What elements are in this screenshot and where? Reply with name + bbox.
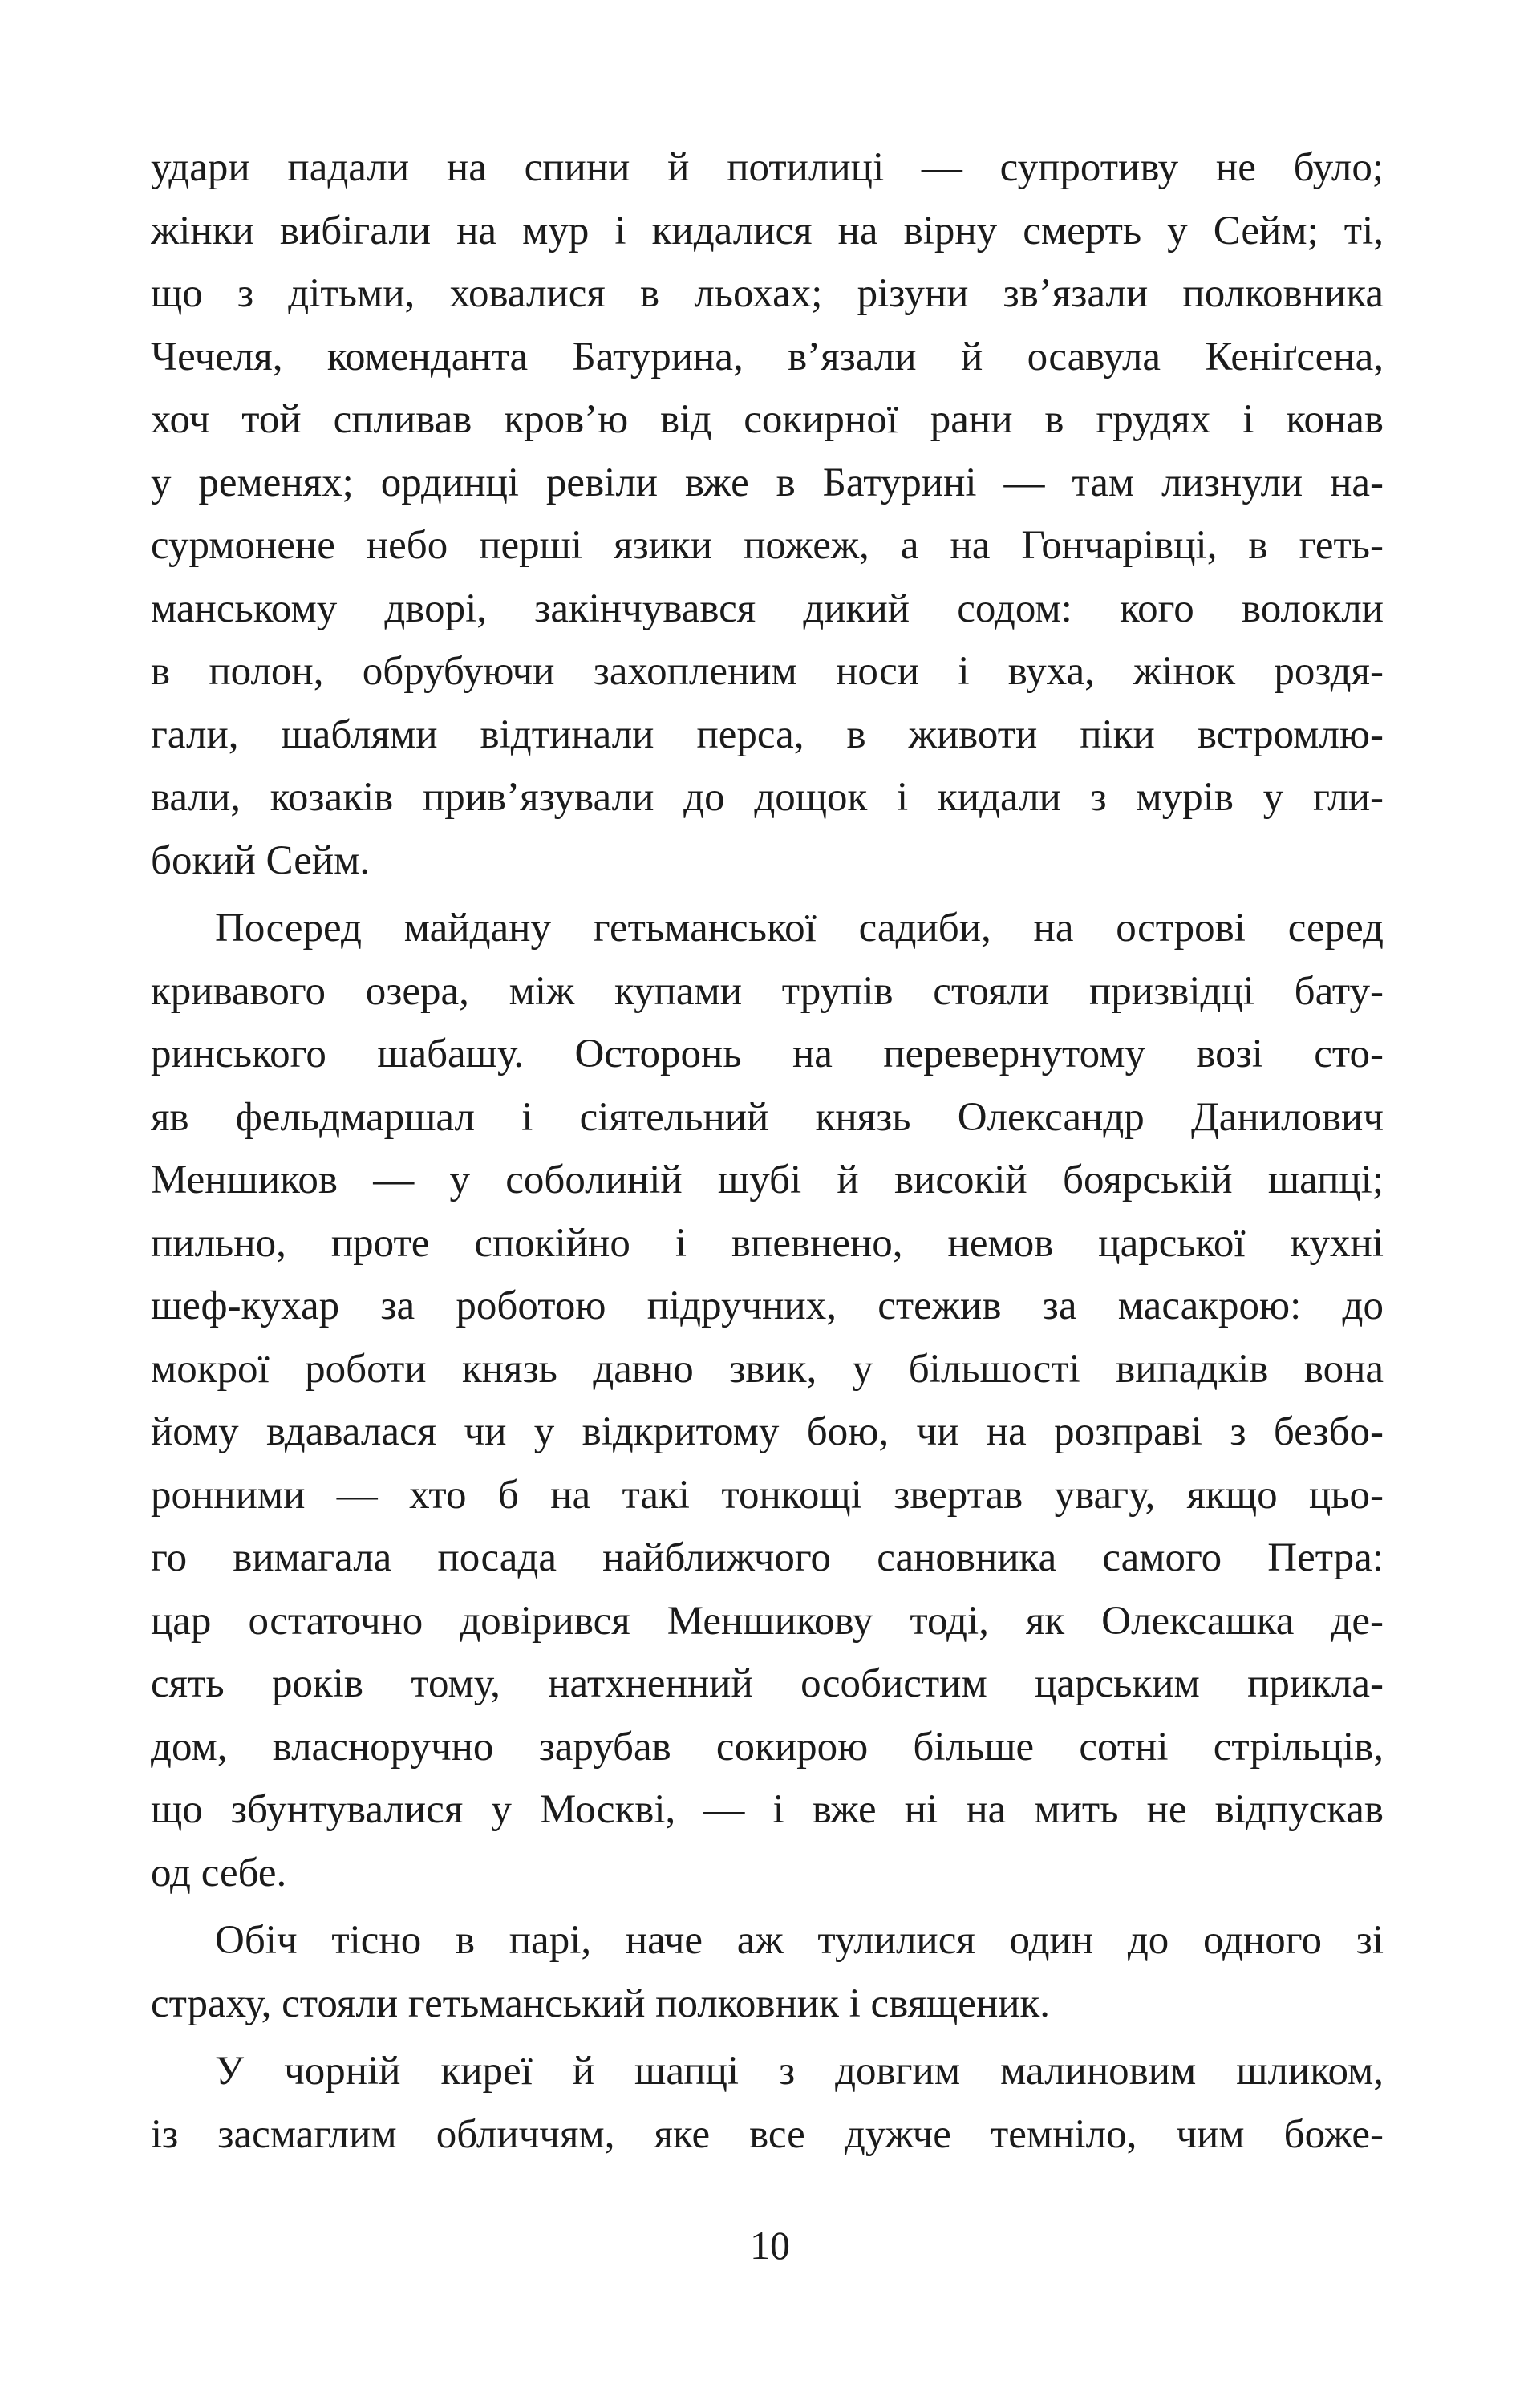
text-line: Посеред майдану гетьманської садиби, на острові серед — [215, 906, 1384, 951]
text-line: хоч той спливав кров’ю від сокирної рани в грудях і конав — [151, 397, 1384, 442]
text-line: сять років тому, натхненний особистим царським прикла- — [151, 1661, 1384, 1706]
text-line: удари падали на спини й потилиці — супротиву не було; — [151, 145, 1384, 190]
text-line: кривавого озера, між купами трупів стояли призвідці бату- — [151, 968, 1384, 1014]
text-line: од себе. — [151, 1850, 287, 1895]
text-line: сурмонене небо перші язики пожеж, а на Гончарівці, в геть- — [151, 523, 1384, 568]
text-line: пильно, проте спокійно і впевнено, немов царської кухні — [151, 1220, 1384, 1266]
paragraph — [151, 2040, 1384, 2166]
text-line: ринського шабашу. Осторонь на перевернутому возі сто- — [151, 1032, 1384, 1076]
paragraph — [151, 136, 1384, 892]
text-line: вали, козаків прив’язували до дощок і кидали з мурів у гли- — [151, 775, 1384, 820]
text-line: гали, шаблями відтинали перса, в животи піки встромлю- — [151, 712, 1384, 757]
text-line: в полон, обрубуючи захопленим носи і вуха, жінок роздя- — [151, 649, 1384, 694]
text-line: цар остаточно довірився Меншикову тоді, як Олексашка де- — [151, 1598, 1384, 1644]
text-line: ронними — хто б на такі тонкощі звертав увагу, якщо цьо- — [151, 1472, 1384, 1518]
text-line: у ременях; ординці ревіли вже в Батурині — там лизнули на- — [151, 460, 1384, 505]
text-line: Чечеля, коменданта Батурина, в’язали й осавула Кеніґсена, — [151, 334, 1384, 379]
text-line: дом, власноручно зарубав сокирою більше сотні стрільців, — [151, 1724, 1384, 1770]
paragraph — [151, 897, 1384, 1904]
text-line: йому вдавалася чи у відкритому бою, чи на розправі з безбо- — [151, 1409, 1384, 1454]
text-line: яв фельдмаршал і сіятельний князь Олександр Данилович — [151, 1094, 1384, 1140]
text-line: що збунтувалися у Москві, — і вже ні на мить не відпускав — [151, 1787, 1384, 1832]
text-line: страху, стояли гетьманський полковник і священик. — [151, 1980, 1051, 2026]
text-line: жінки вибігали на мур і кидалися на вірну смерть у Сейм; ті, — [151, 208, 1384, 253]
text-line: із засмаглим обличчям, яке все дужче темніло, чим боже- — [151, 2111, 1384, 2157]
text-line: шеф-кухар за роботою підручних, стежив за масакрою: до — [151, 1283, 1384, 1328]
text-line: Меншиков — у соболиній шубі й високій боярській шапці; — [151, 1157, 1384, 1202]
text-line: У чорній киреї й шапці з довгим малиновим шликом, — [215, 2049, 1384, 2094]
text-line: бокий Сейм. — [151, 837, 371, 883]
text-line: що з дітьми, ховалися в льохах; різуни зв’язали полковника — [151, 271, 1384, 316]
page-number: 10 — [750, 2223, 790, 2268]
page-body — [151, 136, 1384, 2171]
text-line: го вимагала посада найближчого сановника самого Петра: — [151, 1535, 1384, 1580]
text-line: мокрої роботи князь давно звик, у більшості випадків вона — [151, 1346, 1384, 1392]
paragraph — [151, 1909, 1384, 2035]
text-line: Обіч тісно в парі, наче аж тулилися один до одного зі — [215, 1918, 1384, 1963]
text-line: манському дворі, закінчувався дикий содом: кого волокли — [151, 586, 1384, 631]
